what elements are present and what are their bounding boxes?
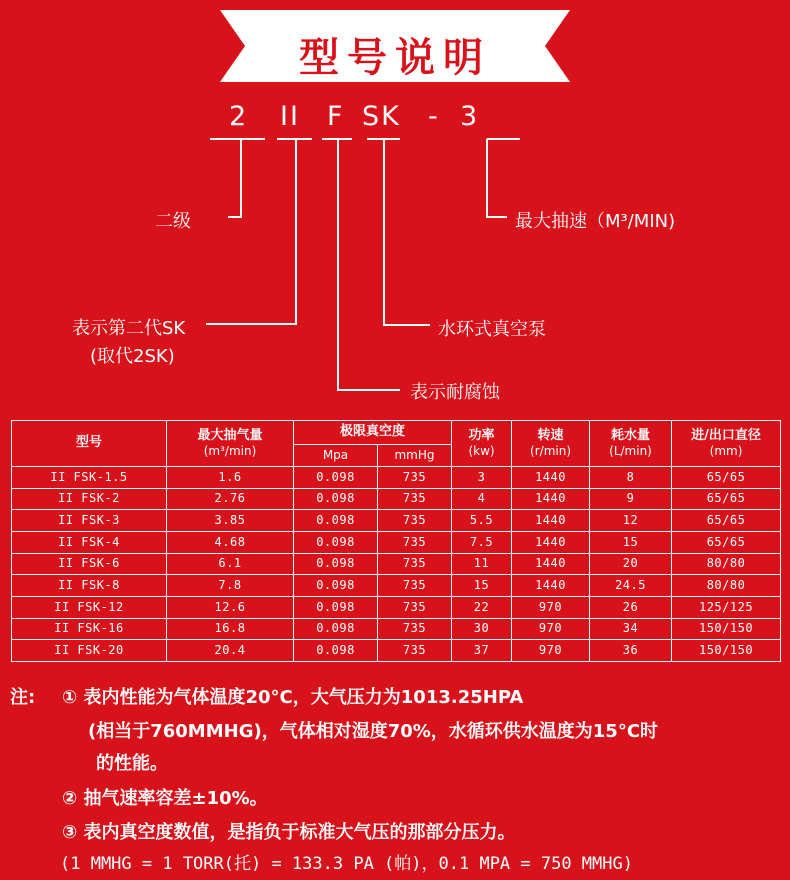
label-pump-type: 水环式真空泵 [438, 319, 546, 340]
header-water-unit: (L/min) [609, 444, 652, 459]
header-vacuum: 极限真空度 [294, 421, 452, 445]
cell-mmhg: 735 [378, 467, 452, 489]
cell-mpa: 0.098 [294, 467, 378, 489]
code-part-sk: SK [362, 101, 401, 132]
header-port-label: 进/出口直径 [691, 427, 761, 443]
cell-speed: 1440 [512, 488, 590, 510]
cell-water: 36 [590, 640, 672, 662]
cell-port: 150/150 [672, 618, 781, 640]
note-2: ② 抽气速率容差±10%。 [62, 788, 268, 809]
cell-port: 65/65 [672, 531, 781, 553]
cell-speed: 970 [512, 640, 590, 662]
cell-power: 15 [452, 575, 512, 597]
cell-power: 11 [452, 553, 512, 575]
label-series-line2: (取代2SK) [90, 346, 175, 367]
cell-model: II FSK-4 [12, 531, 167, 553]
header-speed-label: 转速 [537, 427, 564, 443]
cell-model: II FSK-20 [12, 640, 167, 662]
cell-flow: 3.85 [167, 510, 294, 532]
cell-flow: 1.6 [167, 467, 294, 489]
note-1-line1: ① 表内性能为气体温度20°C，大气压力为1013.25HPA [62, 687, 524, 708]
model-code-diagram [0, 95, 790, 405]
cell-water: 12 [590, 510, 672, 532]
cell-model: II FSK-1.5 [12, 467, 167, 489]
cell-port: 80/80 [672, 553, 781, 575]
table-row [12, 596, 781, 618]
cell-mpa: 0.098 [294, 531, 378, 553]
header-power-label: 功率 [468, 427, 495, 443]
cell-flow: 20.4 [167, 640, 294, 662]
header-water-label: 耗水量 [611, 427, 651, 443]
cell-flow: 7.8 [167, 575, 294, 597]
table-row [12, 467, 781, 489]
cell-mmhg: 735 [378, 488, 452, 510]
cell-flow: 4.68 [167, 531, 294, 553]
code-part-series: II [280, 101, 300, 132]
cell-speed: 970 [512, 618, 590, 640]
note-1-line3: 的性能。 [96, 753, 168, 774]
header-water [590, 421, 672, 467]
label-max-speed: 最大抽速（M³/MIN) [515, 211, 676, 232]
cell-flow: 12.6 [167, 596, 294, 618]
header-vacuum-mpa: Mpa [294, 445, 378, 467]
cell-water: 15 [590, 531, 672, 553]
table-row [12, 510, 781, 532]
cell-power: 30 [452, 618, 512, 640]
cell-power: 4 [452, 488, 512, 510]
cell-model: II FSK-2 [12, 488, 167, 510]
cell-port: 65/65 [672, 467, 781, 489]
cell-speed: 1440 [512, 510, 590, 532]
cell-power: 7.5 [452, 531, 512, 553]
cell-flow: 6.1 [167, 553, 294, 575]
label-stage: 二级 [155, 211, 191, 232]
note-1-line2: (相当于760MMHG)，气体相对湿度70%，水循环供水温度为15°C时 [88, 721, 659, 742]
cell-flow: 2.76 [167, 488, 294, 510]
cell-mpa: 0.098 [294, 553, 378, 575]
cell-water: 26 [590, 596, 672, 618]
cell-power: 3 [452, 467, 512, 489]
notes-prefix: 注: [10, 687, 36, 708]
cell-mmhg: 735 [378, 553, 452, 575]
table-row [12, 488, 781, 510]
header-speed-unit: (r/min) [530, 444, 571, 459]
cell-mpa: 0.098 [294, 488, 378, 510]
spec-table-body [12, 467, 781, 662]
header-power [452, 421, 512, 467]
cell-power: 22 [452, 596, 512, 618]
cell-mmhg: 735 [378, 510, 452, 532]
cell-mmhg: 735 [378, 618, 452, 640]
cell-mpa: 0.098 [294, 510, 378, 532]
header-power-unit: (kw) [468, 444, 495, 459]
header-max-flow-unit: (m³/min) [203, 444, 257, 459]
cell-mpa: 0.098 [294, 640, 378, 662]
note-3-sub: (1 MMHG = 1 TORR(托) = 133.3 PA (帕)，0.1 MPA = 750 MMHG) [60, 854, 633, 874]
code-part-speed: 3 [460, 101, 480, 132]
cell-port: 125/125 [672, 596, 781, 618]
cell-model: II FSK-3 [12, 510, 167, 532]
cell-water: 20 [590, 553, 672, 575]
cell-speed: 1440 [512, 467, 590, 489]
code-part-stage: 2 [229, 101, 249, 132]
label-corrosion: 表示耐腐蚀 [410, 382, 500, 403]
cell-power: 5.5 [452, 510, 512, 532]
cell-model: II FSK-6 [12, 553, 167, 575]
label-series-line1: 表示第二代SK [72, 318, 186, 339]
header-port-unit: (mm) [709, 444, 743, 459]
table-row [12, 575, 781, 597]
cell-water: 34 [590, 618, 672, 640]
cell-water: 9 [590, 488, 672, 510]
table-row [12, 553, 781, 575]
cell-mpa: 0.098 [294, 596, 378, 618]
cell-model: II FSK-16 [12, 618, 167, 640]
cell-port: 80/80 [672, 575, 781, 597]
cell-model: II FSK-8 [12, 575, 167, 597]
cell-mmhg: 735 [378, 531, 452, 553]
header-port [672, 421, 781, 467]
cell-model: II FSK-12 [12, 596, 167, 618]
cell-power: 37 [452, 640, 512, 662]
header-model: 型号 [12, 421, 167, 467]
cell-mmhg: 735 [378, 575, 452, 597]
spec-table [11, 420, 781, 662]
banner-title: 型号说明 [299, 34, 491, 81]
cell-speed: 1440 [512, 575, 590, 597]
header-vacuum-mmhg: mmHg [378, 445, 452, 467]
cell-mmhg: 735 [378, 596, 452, 618]
note-3: ③ 表内真空度数值，是指负于标准大气压的那部分压力。 [62, 822, 516, 843]
cell-speed: 970 [512, 596, 590, 618]
cell-flow: 16.8 [167, 618, 294, 640]
header-speed [512, 421, 590, 467]
code-part-corrosion: F [327, 101, 345, 132]
cell-port: 65/65 [672, 510, 781, 532]
header-max-flow [167, 421, 294, 467]
cell-speed: 1440 [512, 531, 590, 553]
header-max-flow-label: 最大抽气量 [197, 427, 263, 443]
cell-port: 150/150 [672, 640, 781, 662]
header-banner [0, 0, 790, 95]
table-row [12, 618, 781, 640]
cell-mpa: 0.098 [294, 618, 378, 640]
code-part-dash: - [428, 101, 440, 132]
cell-speed: 1440 [512, 553, 590, 575]
table-row [12, 531, 781, 553]
cell-water: 8 [590, 467, 672, 489]
cell-mmhg: 735 [378, 640, 452, 662]
cell-water: 24.5 [590, 575, 672, 597]
table-row [12, 640, 781, 662]
spec-table-wrap [11, 420, 780, 662]
cell-mpa: 0.098 [294, 575, 378, 597]
cell-port: 65/65 [672, 488, 781, 510]
